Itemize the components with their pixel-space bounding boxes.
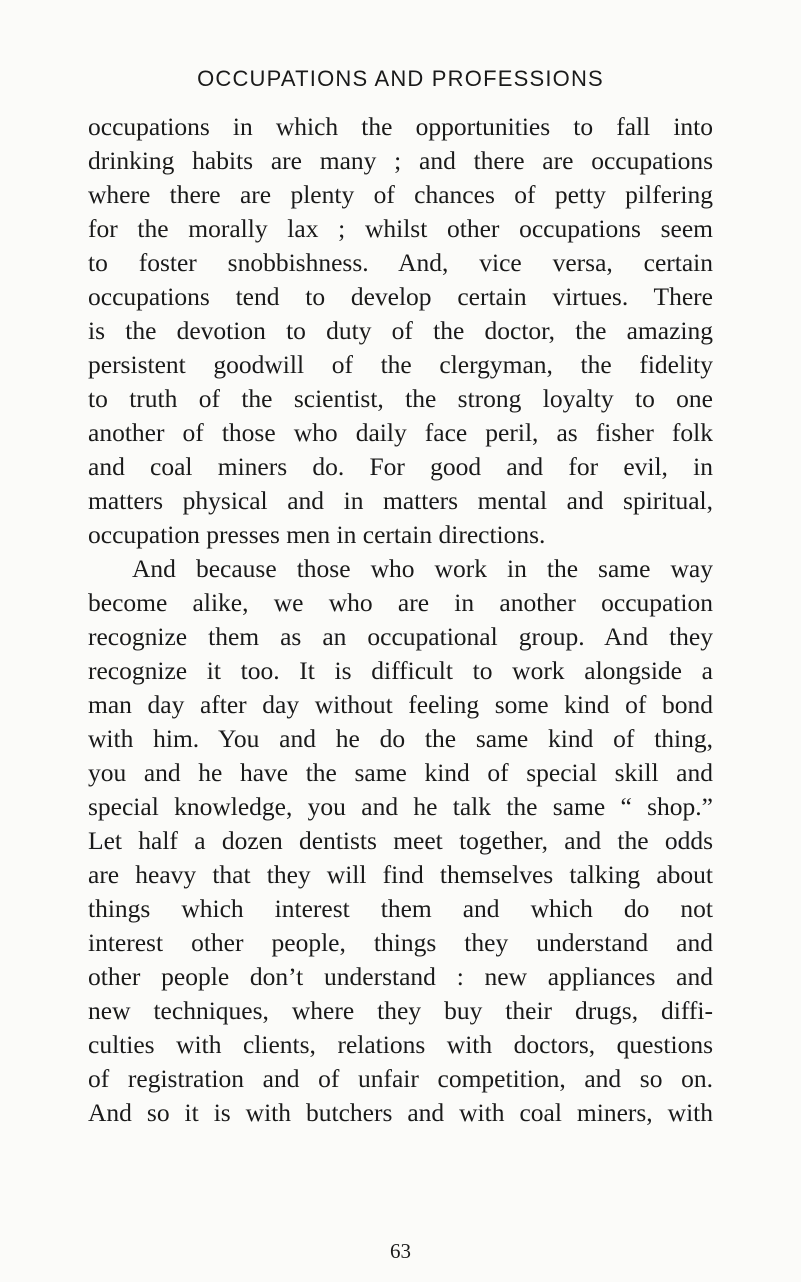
text-line: with him. You and he do the same kind of thing, xyxy=(88,724,713,753)
text-line: to truth of the scientist, the strong loyalty to one xyxy=(88,384,713,413)
text-line: interest other people, things they understand and xyxy=(88,928,713,957)
text-line: things which interest them and which do not xyxy=(88,894,713,923)
text-line: occupations tend to develop certain virtues. There xyxy=(88,282,713,311)
text-line: persistent goodwill of the clergyman, the fidelity xyxy=(88,350,713,379)
running-head: OCCUPATIONS AND PROFESSIONS xyxy=(197,66,604,91)
text-line: become alike, we who are in another occupation xyxy=(88,588,713,617)
text-line: Let half a dozen dentists meet together, and the odds xyxy=(88,826,713,855)
paragraph-start-line: And because those who work in the same way xyxy=(132,554,713,583)
text-line: of registration and of unfair competition, and so on. xyxy=(88,1064,713,1093)
text-line: where there are plenty of chances of petty pilfering xyxy=(88,180,713,209)
text-line: another of those who daily face peril, as fisher folk xyxy=(88,418,713,447)
text-line: And so it is with butchers and with coal miners, with xyxy=(88,1098,713,1127)
text-line: new techniques, where they buy their drugs, diffi- xyxy=(88,996,713,1025)
text-line: occupations in which the opportunities to fall into xyxy=(88,112,713,141)
text-line: you and he have the same kind of special skill and xyxy=(88,758,713,787)
paragraph-end-line: occupation presses men in certain directions. xyxy=(88,520,546,549)
page-number: 63 xyxy=(390,1239,411,1263)
text-line: for the morally lax ; whilst other occupations seem xyxy=(88,214,713,243)
text-line: other people don’t understand : new appliances and xyxy=(88,962,713,991)
text-line: drinking habits are many ; and there are occupations xyxy=(88,146,713,175)
text-line: matters physical and in matters mental and spiritual, xyxy=(88,486,713,515)
text-line: recognize them as an occupational group. And they xyxy=(88,622,713,651)
text-line: to foster snobbishness. And, vice versa, certain xyxy=(88,248,713,277)
text-line: recognize it too. It is difficult to work alongside a xyxy=(88,656,713,685)
text-line: man day after day without feeling some kind of bond xyxy=(88,690,713,719)
text-line: and coal miners do. For good and for evil, in xyxy=(88,452,713,481)
text-line: is the devotion to duty of the doctor, the amazing xyxy=(88,316,713,345)
text-line: special knowledge, you and he talk the same “ shop.” xyxy=(88,792,713,821)
body-text xyxy=(88,110,713,1130)
text-line: culties with clients, relations with doctors, questions xyxy=(88,1030,713,1059)
text-line: are heavy that they will find themselves talking about xyxy=(88,860,713,889)
